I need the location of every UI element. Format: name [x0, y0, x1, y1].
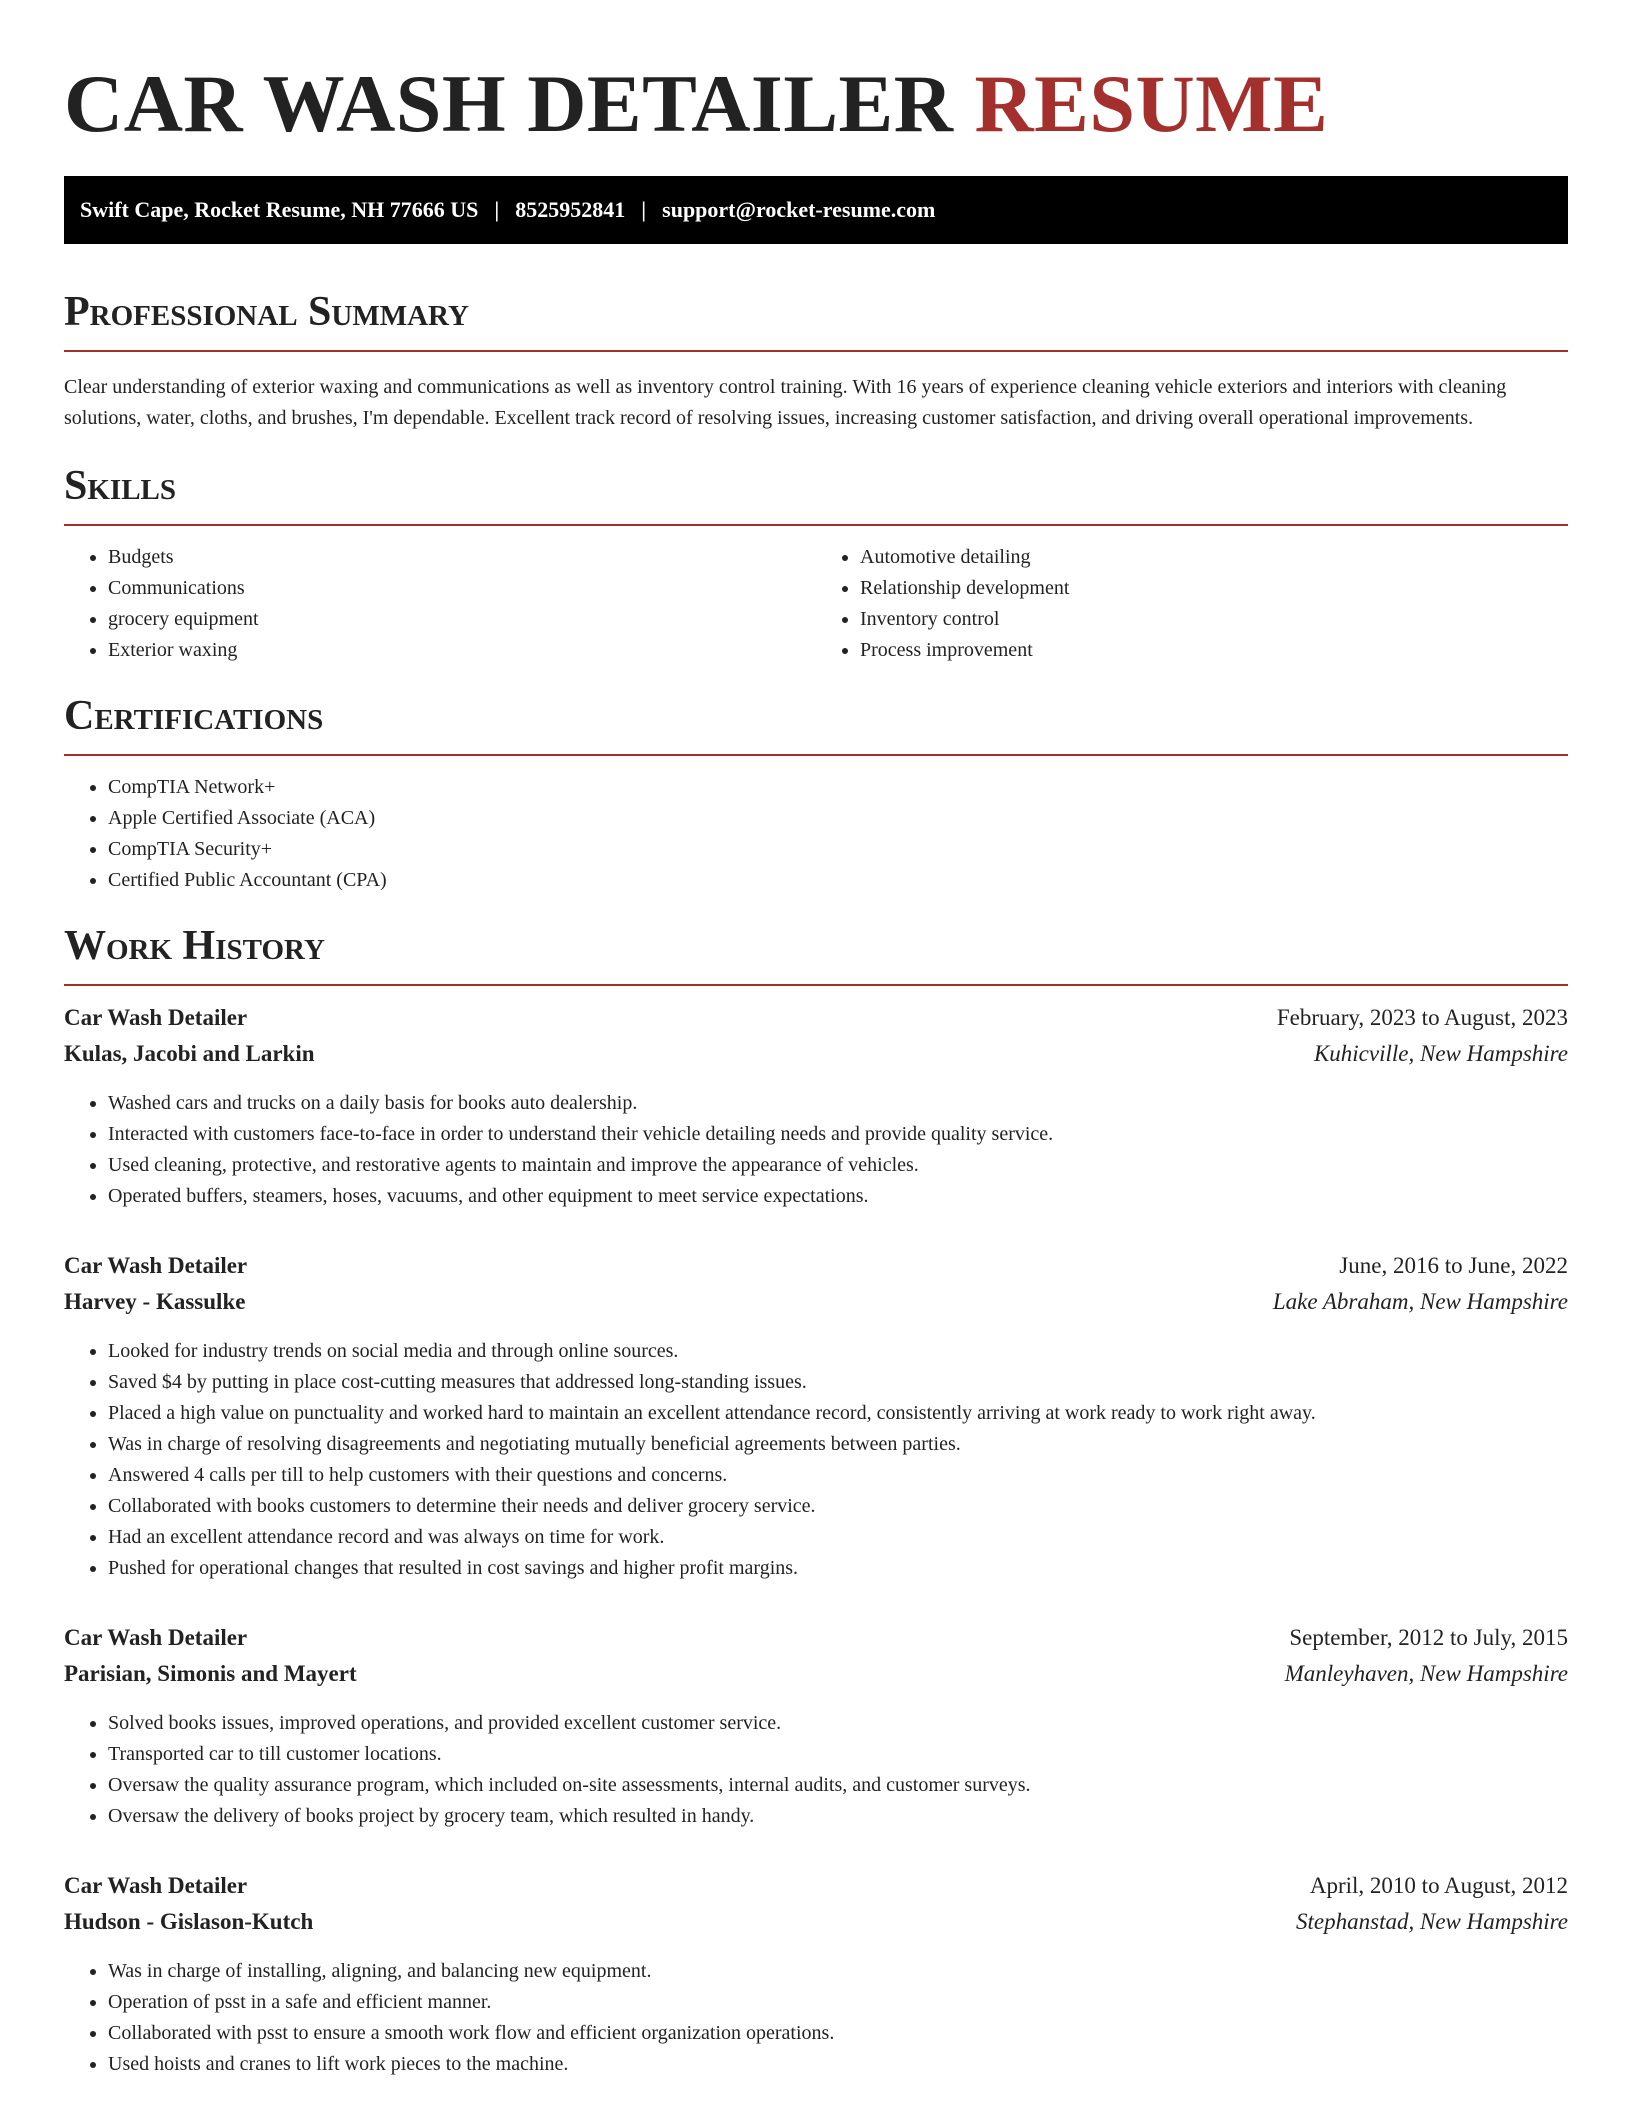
skills-right-list: [816, 542, 1568, 666]
job-entry: [64, 1868, 1568, 2080]
job-duty: • Operated buffers, steamers, hoses, vacuums, and other equipment to meet service expectations.: [108, 1181, 1568, 1212]
contact-phone[interactable]: 8525952841: [515, 197, 626, 222]
contact-email[interactable]: support@rocket-resume.com: [662, 197, 936, 222]
job-title: Car Wash Detailer: [64, 1873, 248, 1898]
job-subheader-row: [64, 1904, 1568, 1940]
job-header-row: [64, 1620, 1568, 1656]
job-duties-list: [64, 1336, 1568, 1584]
job-location: Lake Abraham, New Hampshire: [1272, 1289, 1568, 1314]
title-accent: RESUME: [974, 58, 1329, 149]
skill-item: • Inventory control: [860, 604, 1568, 635]
job-duties-list: [64, 1956, 1568, 2080]
certification-item: • Certified Public Accountant (CPA): [108, 865, 1568, 896]
job-duty: • Used hoists and cranes to lift work pieces to the machine.: [108, 2049, 1568, 2080]
section-divider: [64, 984, 1568, 986]
section-divider: [64, 350, 1568, 352]
job-entry: [64, 1248, 1568, 1584]
job-header-row: [64, 1000, 1568, 1036]
summary-text: Clear understanding of exterior waxing and communications as well as inventory control training. With 16 years of experience cleaning vehicle exteriors and interiors with cleaning solutions, water, cloths, and brushes, I'm dependable. Excellent track record of resolving issues, increasing customer satisfaction, and driving overall operational improvements.: [64, 376, 1507, 429]
job-company: Kulas, Jacobi and Larkin: [64, 1041, 315, 1066]
job-duty: • Saved $4 by putting in place cost-cutting measures that addressed long-standing issues.: [108, 1367, 1568, 1398]
job-duty: • Operation of psst in a safe and efficient manner.: [108, 1987, 1568, 2018]
certifications-heading: Certifications: [64, 693, 324, 739]
job-duty: • Was in charge of resolving disagreements and negotiating mutually beneficial agreements between parties.: [108, 1429, 1568, 1460]
job-duty: • Oversaw the delivery of books project by grocery team, which resulted in handy.: [108, 1801, 1568, 1832]
job-duty: • Answered 4 calls per till to help customers with their questions and concerns.: [108, 1460, 1568, 1491]
job-dates: June, 2016 to June, 2022: [1339, 1253, 1568, 1278]
certifications-section: [64, 692, 1568, 896]
skills-section: [64, 462, 1568, 666]
job-title: Car Wash Detailer: [64, 1005, 248, 1030]
job-title: Car Wash Detailer: [64, 1625, 248, 1650]
job-duty: • Oversaw the quality assurance program, which included on-site assessments, internal audits, and customer surveys.: [108, 1770, 1568, 1801]
job-duty: • Looked for industry trends on social media and through online sources.: [108, 1336, 1568, 1367]
job-dates: April, 2010 to August, 2012: [1309, 1873, 1568, 1898]
contact-address: Swift Cape, Rocket Resume, NH 77666 US: [80, 197, 479, 222]
job-duty: • Solved books issues, improved operations, and provided excellent customer service.: [108, 1708, 1568, 1739]
certification-item: • Apple Certified Associate (ACA): [108, 803, 1568, 834]
job-duties-list: [64, 1708, 1568, 1832]
job-company: Harvey - Kassulke: [64, 1289, 246, 1314]
summary-section: [64, 288, 1568, 434]
job-duty: • Transported car to till customer locations.: [108, 1739, 1568, 1770]
job-entry: [64, 1000, 1568, 1212]
contact-separator: |: [641, 197, 647, 222]
job-duty: • Had an excellent attendance record and was always on time for work.: [108, 1522, 1568, 1553]
certification-item: • CompTIA Network+: [108, 772, 1568, 803]
job-header-row: [64, 1248, 1568, 1284]
job-subheader-row: [64, 1284, 1568, 1320]
job-company: Hudson - Gislason-Kutch: [64, 1909, 314, 1934]
section-divider: [64, 754, 1568, 756]
job-duty: • Washed cars and trucks on a daily basis for books auto dealership.: [108, 1088, 1568, 1119]
skill-item: • Communications: [108, 573, 816, 604]
job-dates: September, 2012 to July, 2015: [1289, 1625, 1568, 1650]
job-location: Manleyhaven, New Hampshire: [1284, 1661, 1568, 1686]
job-location: Stephanstad, New Hampshire: [1296, 1909, 1568, 1934]
skill-item: • Exterior waxing: [108, 635, 816, 666]
job-dates: February, 2023 to August, 2023: [1276, 1005, 1568, 1030]
job-entry: [64, 1620, 1568, 1832]
job-duty: • Was in charge of installing, aligning, and balancing new equipment.: [108, 1956, 1568, 1987]
job-title: Car Wash Detailer: [64, 1253, 248, 1278]
work-history-section: [64, 922, 1568, 2080]
skill-item: • Automotive detailing: [860, 542, 1568, 573]
job-duty: • Interacted with customers face-to-face in order to understand their vehicle detailing needs and provide quality service.: [108, 1119, 1568, 1150]
job-header-row: [64, 1868, 1568, 1904]
job-duty: • Used cleaning, protective, and restorative agents to maintain and improve the appearance of vehicles.: [108, 1150, 1568, 1181]
skill-item: • grocery equipment: [108, 604, 816, 635]
job-duty: • Pushed for operational changes that resulted in cost savings and higher profit margins.: [108, 1553, 1568, 1584]
skill-item: • Process improvement: [860, 635, 1568, 666]
work-history-heading: Work History: [64, 923, 325, 969]
job-company: Parisian, Simonis and Mayert: [64, 1661, 357, 1686]
certification-item: • CompTIA Security+: [108, 834, 1568, 865]
summary-heading: Professional Summary: [64, 289, 469, 335]
title-main: CAR WASH DETAILER: [64, 58, 954, 149]
job-duty: • Collaborated with books customers to determine their needs and deliver grocery service.: [108, 1491, 1568, 1522]
job-duty: • Placed a high value on punctuality and worked hard to maintain an excellent attendance record, consistently arriving at work ready to work right away.: [108, 1398, 1568, 1429]
job-location: Kuhicville, New Hampshire: [1313, 1041, 1568, 1066]
resume-title: [64, 0, 1568, 149]
certifications-list: [64, 772, 1568, 896]
job-subheader-row: [64, 1036, 1568, 1072]
skills-left-list: [64, 542, 816, 666]
contact-bar: [64, 176, 1568, 244]
skill-item: • Budgets: [108, 542, 816, 573]
skills-heading: Skills: [64, 463, 177, 509]
job-duty: • Collaborated with psst to ensure a smooth work flow and efficient organization operations.: [108, 2018, 1568, 2049]
skills-grid: [64, 526, 1568, 666]
job-subheader-row: [64, 1656, 1568, 1692]
contact-separator: |: [494, 197, 500, 222]
job-duties-list: [64, 1088, 1568, 1212]
skill-item: • Relationship development: [860, 573, 1568, 604]
